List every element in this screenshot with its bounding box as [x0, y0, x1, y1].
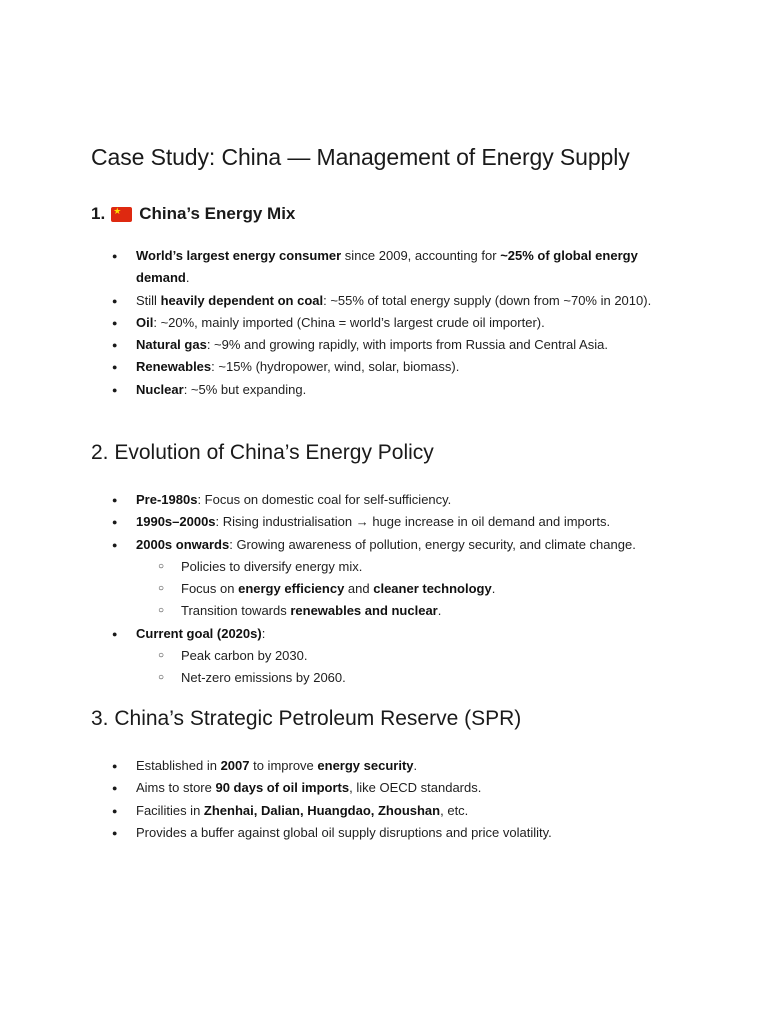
sub-list-item: ○ Peak carbon by 2030.: [0, 645, 661, 667]
sub-list-item: ○ Policies to diversify energy mix.: [0, 556, 661, 578]
section-1-title: China’s Energy Mix: [139, 204, 296, 223]
list-item: ● 1990s–2000s: Rising industrialisation → huge increase in oil demand and imports.: [0, 511, 676, 533]
list-item: ● Pre-1980s: Focus on domestic coal for self-sufficiency.: [0, 489, 676, 511]
list-item: ● Oil: ~20%, mainly imported (China = world’s largest crude oil importer).: [0, 312, 676, 334]
spr-list: [0, 755, 676, 844]
list-item: ● Natural gas: ~9% and growing rapidly, with imports from Russia and Central Asia.: [0, 334, 676, 356]
sub-list-item: ○ Net-zero emissions by 2060.: [0, 667, 661, 689]
list-item: ● 2000s onwards: Growing awareness of pollution, energy security, and climate change.: [0, 534, 676, 556]
list-item: ● Still heavily dependent on coal: ~55% of total energy supply (down from ~70% in 2010).: [0, 290, 676, 312]
energy-policy-list: [0, 489, 676, 690]
list-item: ● Established in 2007 to improve energy security.: [0, 755, 676, 777]
document-title: Case Study: China — Management of Energy Supply: [91, 144, 630, 170]
list-item: ● Facilities in Zhenhai, Dalian, Huangdao, Zhoushan, etc.: [0, 800, 676, 822]
section-1-heading: [91, 204, 295, 224]
list-item: ● Nuclear: ~5% but expanding.: [0, 379, 676, 401]
list-item: ● Current goal (2020s):: [0, 623, 676, 645]
list-item: ● World’s largest energy consumer since 2009, accounting for ~25% of global energy demand.: [0, 245, 676, 290]
sub-list-item: ○ Transition towards renewables and nuclear.: [0, 600, 661, 622]
energy-mix-list: [0, 245, 676, 401]
section-3-heading: 3. China’s Strategic Petroleum Reserve (SPR): [91, 707, 522, 730]
list-item: ● Renewables: ~15% (hydropower, wind, solar, biomass).: [0, 356, 676, 378]
list-item: ● Provides a buffer against global oil supply disruptions and price volatility.: [0, 822, 676, 844]
section-1-number: 1.: [91, 204, 106, 223]
sub-list-item: ○ Focus on energy efficiency and cleaner technology.: [0, 578, 661, 600]
section-2-heading: 2. Evolution of China’s Energy Policy: [91, 441, 434, 464]
list-item: ● Aims to store 90 days of oil imports, like OECD standards.: [0, 777, 676, 799]
china-flag-icon: [111, 207, 132, 222]
